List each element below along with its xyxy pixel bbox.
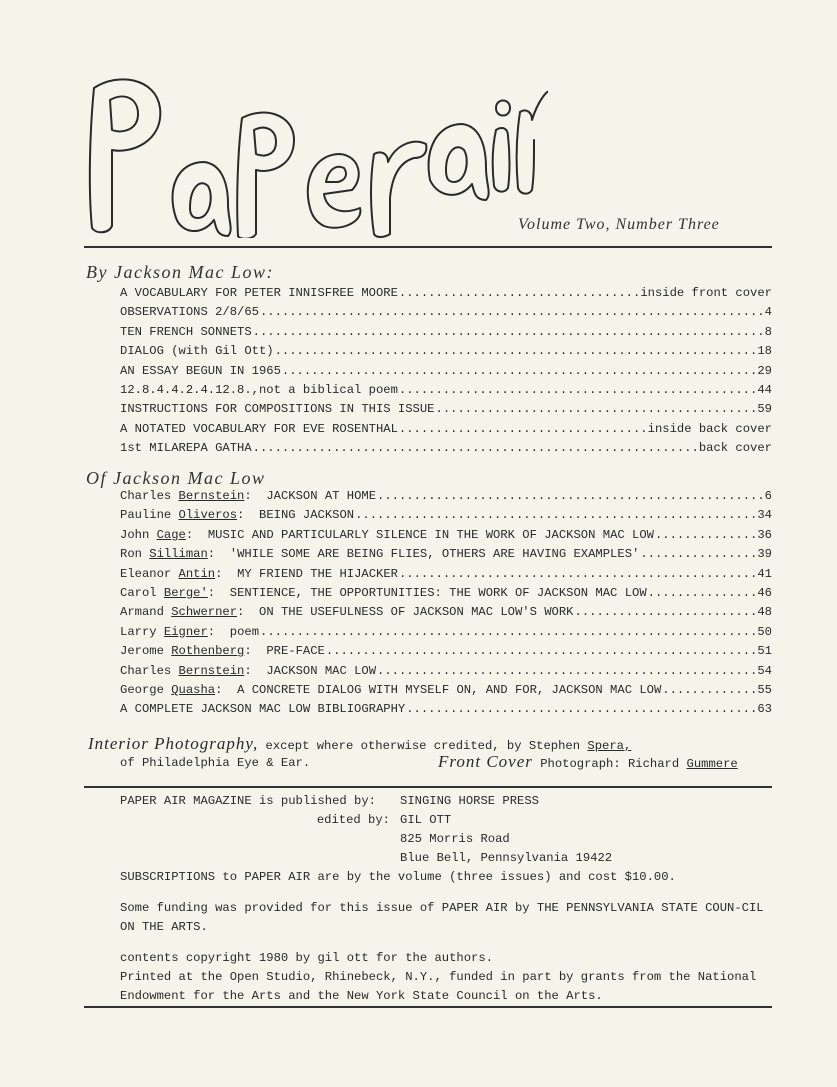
toc-entry[interactable]: Eleanor Antin: MY FRIEND THE HIJACKER ..... 41 <box>120 567 772 586</box>
dot-leader <box>253 441 698 455</box>
subscriptions-note: SUBSCRIPTIONS to PAPER AIR are by the volume (three issues) and cost $10.00. <box>120 870 676 884</box>
toc-entry[interactable]: A COMPLETE JACKSON MAC LOW BIBLIOGRAPHY ..... 63 <box>120 702 772 721</box>
dot-leader <box>640 547 756 561</box>
publisher-info: PAPER AIR MAGAZINE is published by: SINGING HORSE PRESS edited by: GIL OTT 825 Morris Road Blue Bell, Pennsylvania 19422 SUBSCRIPTIONS to PAPER AIR are by the volume (three issues) and cost $10.00. Some funding was provided for this issue of PAPER AIR by THE PENNSYLVANIA STATE COUN-CIL ON THE ARTS. contents copyright 1980 by gil ott for the authors. Printed at the Open Studio, Rhinebeck, N.Y., funded in part by grants from the National Endowment for the Arts and the New York State Council on the Arts. <box>120 792 780 1006</box>
of-section-list <box>120 489 772 722</box>
toc-entry[interactable]: INSTRUCTIONS FOR COMPOSITIONS IN THIS ISSUE ..... 59 <box>120 402 772 421</box>
dot-leader <box>436 402 757 416</box>
dot-leader <box>399 383 756 397</box>
dot-leader <box>399 567 756 581</box>
of-section-title: Of Jackson Mac Low <box>86 468 266 488</box>
toc-entry[interactable]: Charles Bernstein: JACKSON MAC LOW ..... 54 <box>120 664 772 683</box>
toc-entry[interactable]: Armand Schwerner: ON THE USEFULNESS OF JACKSON MAC LOW'S WORK ..... 48 <box>120 605 772 624</box>
dot-leader <box>399 422 647 436</box>
by-section-list <box>120 286 772 461</box>
toc-entry[interactable]: 1st MILAREPA GATHA ..... back cover <box>120 441 772 460</box>
toc-entry[interactable]: AN ESSAY BEGUN IN 1965 ..... 29 <box>120 364 772 383</box>
dot-leader <box>253 325 764 339</box>
toc-entry[interactable]: DIALOG (with Gil Ott) ..... 18 <box>120 344 772 363</box>
copyright-note: contents copyright 1980 by gil ott for the authors. <box>120 951 493 965</box>
dot-leader <box>275 344 757 358</box>
printed-note: Printed at the Open Studio, Rhinebeck, N.Y., funded in part by grants from the National Endowment for the Arts and the New York State Council on the Arts. <box>120 970 757 1003</box>
dot-leader <box>355 508 756 522</box>
by-section-title: By Jackson Mac Low: <box>86 262 274 282</box>
dot-leader <box>377 489 764 503</box>
dot-leader <box>648 586 757 600</box>
dot-leader <box>377 664 756 678</box>
toc-entry[interactable]: Larry Eigner: poem ..... 50 <box>120 625 772 644</box>
toc-entry[interactable]: A NOTATED VOCABULARY FOR EVE ROSENTHAL ..... inside back cover <box>120 422 772 441</box>
toc-entry[interactable]: OBSERVATIONS 2/8/65 ..... 4 <box>120 305 772 324</box>
volume-number: Volume Two, Number Three <box>518 216 720 233</box>
dot-leader <box>282 364 756 378</box>
footer-rule <box>84 1006 772 1008</box>
dot-leader <box>326 644 757 658</box>
header-rule <box>84 246 772 248</box>
toc-entry[interactable]: George Quasha: A CONCRETE DIALOG WITH MYSELF ON, AND FOR, JACKSON MAC LOW ..... 55 <box>120 683 772 702</box>
funding-note: Some funding was provided for this issue of PAPER AIR by THE PENNSYLVANIA STATE COUN-CIL ON THE ARTS. <box>120 901 764 934</box>
toc-entry[interactable]: TEN FRENCH SONNETS ..... 8 <box>120 325 772 344</box>
toc-entry[interactable]: A VOCABULARY FOR PETER INNISFREE MOORE ..... inside front cover <box>120 286 772 305</box>
toc-entry[interactable]: Charles Bernstein: JACKSON AT HOME ..... 6 <box>120 489 772 508</box>
toc-entry[interactable]: John Cage: MUSIC AND PARTICULARLY SILENCE IN THE WORK OF JACKSON MAC LOW ..... 36 <box>120 528 772 547</box>
dot-leader <box>575 605 757 619</box>
dot-leader <box>662 683 756 697</box>
publisher-top-rule <box>84 786 772 788</box>
photo-credits: Interior Photography, except where otherwise credited, by Stephen Spera, of Philadelphia Eye & Ear. Front Cover Photograph: Richard Gummere <box>88 734 738 771</box>
dot-leader <box>260 305 764 319</box>
front-cover-label: Front Cover <box>438 752 533 771</box>
toc-entry[interactable]: 12.8.4.4.2.4.12.8.,not a biblical poem ..... 44 <box>120 383 772 402</box>
dot-leader <box>406 702 756 716</box>
toc-entry[interactable]: Carol Berge': SENTIENCE, THE OPPORTUNITIES: THE WORK OF JACKSON MAC LOW ..... 46 <box>120 586 772 605</box>
interior-photography-label: Interior Photography, <box>88 734 259 753</box>
toc-entry[interactable]: Ron Silliman: 'WHILE SOME ARE BEING FLIES, OTHERS ARE HAVING EXAMPLES' ..... 39 <box>120 547 772 566</box>
toc-entry[interactable]: Pauline Oliveros: BEING JACKSON ..... 34 <box>120 508 772 527</box>
dot-leader <box>260 625 756 639</box>
dot-leader <box>655 528 756 542</box>
dot-leader <box>399 286 639 300</box>
toc-entry[interactable]: Jerome Rothenberg: PRE-FACE ..... 51 <box>120 644 772 663</box>
paper-air-logo <box>78 58 548 238</box>
